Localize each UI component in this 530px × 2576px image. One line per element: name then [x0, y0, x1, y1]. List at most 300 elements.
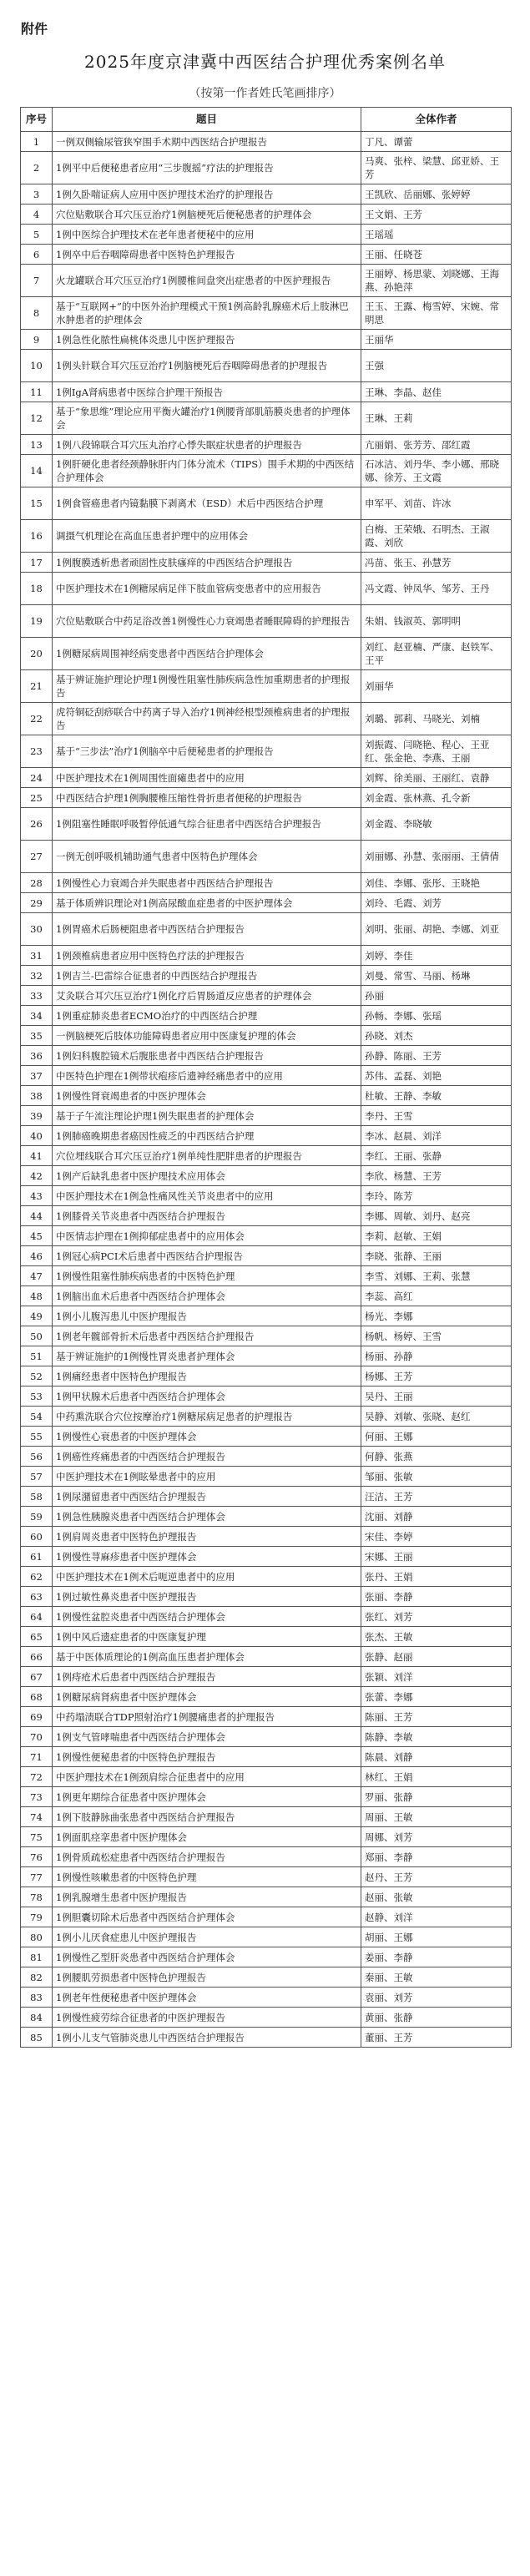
- case-title: 1例糖尿病周围神经病变患者中西医结合护理体会: [53, 638, 361, 670]
- table-row: [21, 1226, 512, 1246]
- case-title: 基于“三步法”治疗1例脑卒中后便秘患者的护理报告: [53, 735, 361, 768]
- case-authors: 赵丹、王芳: [361, 1867, 512, 1887]
- table-row: [21, 1447, 512, 1467]
- case-title: 穴位贴敷联合中药足浴改善1例慢性心力衰竭患者睡眠障碍的护理报告: [53, 605, 361, 638]
- case-number: 2: [21, 152, 53, 184]
- case-title: 中医护理技术在1例术后呃逆患者中的应用: [53, 1567, 361, 1587]
- case-title: 1例胃癌术后肠梗阻患者中西医结合护理报告: [53, 913, 361, 946]
- case-title: 1例癌性疼痛患者的中西医结合护理报告: [53, 1447, 361, 1467]
- case-authors: 周丽、王敏: [361, 1807, 512, 1827]
- case-title: 中药塌渍联合TDP照射治疗1例腰痛患者的护理报告: [53, 1707, 361, 1727]
- case-title: 中医护理技术在1例急性痛风性关节炎患者中的应用: [53, 1186, 361, 1206]
- table-row: [21, 1467, 512, 1487]
- case-title: 中医护理技术在1例周围性面瘫患者中的应用: [53, 768, 361, 788]
- case-authors: 邹丽、张敏: [361, 1467, 512, 1487]
- case-title: 1例腰肌劳损患者中医特色护理报告: [53, 1967, 361, 1988]
- case-number: 39: [21, 1106, 53, 1126]
- case-authors: 刘金霞、李晓敏: [361, 808, 512, 841]
- case-number: 44: [21, 1206, 53, 1226]
- table-row: [21, 330, 512, 350]
- table-row: [21, 1907, 512, 1927]
- table-row: [21, 986, 512, 1006]
- case-title: 1例膝骨关节炎患者中西医结合护理报告: [53, 1206, 361, 1226]
- case-title: 1例慢性咳嗽患者的中医特色护理: [53, 1867, 361, 1887]
- table-row: [21, 605, 512, 638]
- case-authors: 陈丽、王芳: [361, 1707, 512, 1727]
- case-authors: 杨光、李娜: [361, 1306, 512, 1326]
- case-number: 15: [21, 487, 53, 520]
- case-number: 59: [21, 1507, 53, 1527]
- case-authors: 吴静、刘敏、张晓、赵红: [361, 1407, 512, 1427]
- case-title: 1例妇科腹腔镜术后腹胀患者中西医结合护理报告: [53, 1046, 361, 1066]
- case-title: 基于辨证施护理论护理1例慢性阻塞性肺疾病急性加重期患者的护理报告: [53, 670, 361, 703]
- table-row: [21, 152, 512, 184]
- case-number: 71: [21, 1747, 53, 1767]
- case-authors: 何静、张燕: [361, 1447, 512, 1467]
- case-authors: 张静、赵丽: [361, 1647, 512, 1667]
- case-authors: 张红、刘芳: [361, 1607, 512, 1627]
- case-number: 45: [21, 1226, 53, 1246]
- case-number: 74: [21, 1807, 53, 1827]
- case-authors: 王瑶瑶: [361, 225, 512, 245]
- case-authors: 李晓、张静、王丽: [361, 1246, 512, 1266]
- table-row: [21, 1927, 512, 1947]
- case-title: 1例小儿腹泻患儿中医护理报告: [53, 1306, 361, 1326]
- case-title: 1例阻塞性睡眠呼吸暂停低通气综合征患者中西医结合护理报告: [53, 808, 361, 841]
- case-title: 1例IgA肾病患者中医综合护理干预报告: [53, 382, 361, 402]
- table-row: [21, 1086, 512, 1106]
- table-row: [21, 1507, 512, 1527]
- table-row: [21, 1386, 512, 1407]
- case-title: 中医护理技术在1例颈肩综合征患者中的应用: [53, 1767, 361, 1787]
- case-title: 中医护理技术在1例糖尿病足伴下肢血管病变患者中的应用报告: [53, 573, 361, 605]
- case-title: 1例骨质疏松症患者中西医结合护理报告: [53, 1847, 361, 1867]
- case-number: 76: [21, 1847, 53, 1867]
- table-row: [21, 1487, 512, 1507]
- table-row: [21, 132, 512, 152]
- column-header-authors: 全体作者: [361, 108, 512, 132]
- case-title: 1例小儿支气管肺炎患儿中西医结合护理报告: [53, 2028, 361, 2048]
- case-title: 中药熏洗联合穴位按摩治疗1例糖尿病足患者的护理报告: [53, 1407, 361, 1427]
- case-title: 1例急性胰腺炎患者中西医结合护理体会: [53, 1507, 361, 1527]
- case-title: 1例急性化脓性扁桃体炎患儿中医护理报告: [53, 330, 361, 350]
- case-title: 1例肺癌晚期患者癌因性疲乏的中西医结合护理: [53, 1126, 361, 1146]
- table-row: [21, 913, 512, 946]
- case-authors: 白梅、王荣娥、石明杰、王淑霞、刘欣: [361, 520, 512, 553]
- case-number: 48: [21, 1286, 53, 1306]
- case-number: 11: [21, 382, 53, 402]
- case-title: 1例颈椎病患者应用中医特色疗法的护理报告: [53, 946, 361, 966]
- case-title: 穴位贴敷联合耳穴压豆治疗1例脑梗死后便秘患者的护理体会: [53, 205, 361, 225]
- case-number: 3: [21, 184, 53, 205]
- case-number: 35: [21, 1026, 53, 1046]
- case-authors: 申军平、刘苗、许冰: [361, 487, 512, 520]
- table-row: [21, 1627, 512, 1647]
- case-authors: 王凯欣、岳丽娜、张婷婷: [361, 184, 512, 205]
- table-row: [21, 1807, 512, 1827]
- case-authors: 王琳、王莉: [361, 402, 512, 435]
- case-authors: 孙静、陈丽、王芳: [361, 1046, 512, 1066]
- case-title: 1例重症肺炎患者ECMO治疗的中西医结合护理: [53, 1006, 361, 1026]
- table-row: [21, 1747, 512, 1767]
- table-row: [21, 1967, 512, 1988]
- case-authors: 王文娟、王芳: [361, 205, 512, 225]
- table-row: [21, 205, 512, 225]
- case-authors: 刘丽华: [361, 670, 512, 703]
- table-row: [21, 1266, 512, 1286]
- case-number: 20: [21, 638, 53, 670]
- case-title: 基于“互联网+”的中医外治护理模式干预1例高龄乳腺癌术后上肢淋巴水肿患者的护理体会: [53, 297, 361, 330]
- case-number: 10: [21, 350, 53, 382]
- case-title: 基于子午流注理论护理1例失眠患者的护理体会: [53, 1106, 361, 1126]
- case-authors: 冯文霞、钟凤华、邹芳、王丹: [361, 573, 512, 605]
- case-title: 一例无创呼吸机辅助通气患者中医特色护理体会: [53, 841, 361, 873]
- table-row: [21, 735, 512, 768]
- case-number: 83: [21, 1988, 53, 2008]
- table-row: [21, 553, 512, 573]
- case-title: 基于辨证施护的1例慢性胃炎患者护理体会: [53, 1346, 361, 1366]
- case-title: 1例老年性便秘患者中医护理体会: [53, 1988, 361, 2008]
- case-title: 1例尿潴留患者中西医结合护理报告: [53, 1487, 361, 1507]
- table-row: [21, 402, 512, 435]
- table-row: [21, 1046, 512, 1066]
- case-number: 9: [21, 330, 53, 350]
- case-title: 1例痔疮术后患者中西医结合护理报告: [53, 1667, 361, 1687]
- table-row: [21, 1947, 512, 1967]
- case-authors: 李娜、周敏、刘丹、赵亮: [361, 1206, 512, 1226]
- case-title: 1例冠心病PCI术后患者中西医结合护理报告: [53, 1246, 361, 1266]
- case-authors: 姜丽、李静: [361, 1947, 512, 1967]
- case-authors: 宋佳、李婷: [361, 1527, 512, 1547]
- case-title: 1例慢性阻塞性肺疾病患者的中医特色护理: [53, 1266, 361, 1286]
- table-row: [21, 670, 512, 703]
- table-row: [21, 1246, 512, 1266]
- table-row: [21, 225, 512, 245]
- case-title: 艾灸联合耳穴压豆治疗1例化疗后胃肠道反应患者的护理体会: [53, 986, 361, 1006]
- case-authors: 赵丽、张敏: [361, 1887, 512, 1907]
- case-authors: 冯苗、张玉、孙慧芳: [361, 553, 512, 573]
- table-row: [21, 1867, 512, 1887]
- table-row: [21, 1647, 512, 1667]
- case-title: 虎符铜砭刮痧联合中药离子导入治疗1例神经根型颈椎病患者的护理报告: [53, 703, 361, 735]
- case-number: 52: [21, 1366, 53, 1386]
- case-number: 78: [21, 1887, 53, 1907]
- case-number: 67: [21, 1667, 53, 1687]
- case-number: 24: [21, 768, 53, 788]
- table-row: [21, 808, 512, 841]
- case-authors: 杨娜、王芳: [361, 1366, 512, 1386]
- table-row: [21, 1166, 512, 1186]
- case-title: 1例肩周炎患者中医特色护理报告: [53, 1527, 361, 1547]
- case-title: 1例慢性肾衰竭患者的中医护理体会: [53, 1086, 361, 1106]
- case-title: 1例慢性荨麻疹患者中医护理体会: [53, 1547, 361, 1567]
- case-number: 21: [21, 670, 53, 703]
- case-title: 1例八段锦联合耳穴压丸治疗心悸失眠症状患者的护理报告: [53, 435, 361, 455]
- case-number: 61: [21, 1547, 53, 1567]
- case-number: 46: [21, 1246, 53, 1266]
- table-row: [21, 1126, 512, 1146]
- case-number: 14: [21, 455, 53, 487]
- table-row: [21, 1667, 512, 1687]
- case-number: 85: [21, 2028, 53, 2048]
- case-authors: 王丽、任晓苍: [361, 245, 512, 265]
- case-authors: 李莉、赵敏、王娟: [361, 1226, 512, 1246]
- case-title: 穴位埋线联合耳穴压豆治疗1例单纯性肥胖患者的护理报告: [53, 1146, 361, 1166]
- case-title: 1例面肌痉挛患者中医护理体会: [53, 1827, 361, 1847]
- case-number: 58: [21, 1487, 53, 1507]
- case-title: 基于中医体质理论的1例高血压患者护理体会: [53, 1647, 361, 1667]
- case-authors: 张杰、王敏: [361, 1627, 512, 1647]
- case-authors: 陈静、李敏: [361, 1727, 512, 1747]
- case-number: 30: [21, 913, 53, 946]
- document-title: 2025年度京津冀中西医结合护理优秀案例名单: [84, 52, 446, 72]
- case-number: 25: [21, 788, 53, 808]
- table-header-row: [21, 108, 512, 132]
- case-number: 75: [21, 1827, 53, 1847]
- case-authors: 朱娟、钱淑英、郭明明: [361, 605, 512, 638]
- case-authors: 沈丽、刘静: [361, 1507, 512, 1527]
- table-row: [21, 1346, 512, 1366]
- case-number: 33: [21, 986, 53, 1006]
- table-row: [21, 1306, 512, 1326]
- case-title: 1例乳腺增生患者中医护理报告: [53, 1887, 361, 1907]
- table-row: [21, 1767, 512, 1787]
- case-authors: 孙丽: [361, 986, 512, 1006]
- case-title: 中西医结合护理1例胸腰椎压缩性骨折患者便秘的护理报告: [53, 788, 361, 808]
- case-authors: 王琳、李晶、赵佳: [361, 382, 512, 402]
- case-number: 40: [21, 1126, 53, 1146]
- case-authors: 黄丽、张静: [361, 2008, 512, 2028]
- case-number: 56: [21, 1447, 53, 1467]
- case-title: 火龙罐联合耳穴压豆治疗1例腰椎间盘突出症患者的中医护理报告: [53, 265, 361, 297]
- case-authors: 孙畅、李娜、张瑶: [361, 1006, 512, 1026]
- case-authors: 董丽、王芳: [361, 2028, 512, 2048]
- case-number: 19: [21, 605, 53, 638]
- case-title: 1例慢性心衰患者的中医护理体会: [53, 1427, 361, 1447]
- case-title: 1例腹膜透析患者顽固性皮肤瘙痒的中西医结合护理报告: [53, 553, 361, 573]
- table-row: [21, 1787, 512, 1807]
- table-row: [21, 1326, 512, 1346]
- case-title: 1例产后缺乳患者中医护理技术应用体会: [53, 1166, 361, 1186]
- table-row: [21, 1146, 512, 1166]
- case-number: 36: [21, 1046, 53, 1066]
- case-title: 1例慢性心力衰竭合并失眠患者中西医结合护理报告: [53, 873, 361, 893]
- table-row: [21, 1707, 512, 1727]
- case-authors: 刘佳、李娜、张彤、王晓艳: [361, 873, 512, 893]
- table-row: [21, 1687, 512, 1707]
- case-number: 4: [21, 205, 53, 225]
- table-row: [21, 245, 512, 265]
- case-number: 6: [21, 245, 53, 265]
- table-row: [21, 1827, 512, 1847]
- case-number: 5: [21, 225, 53, 245]
- case-authors: 刘璐、郭莉、马晓光、刘楠: [361, 703, 512, 735]
- case-number: 26: [21, 808, 53, 841]
- case-number: 54: [21, 1407, 53, 1427]
- case-number: 47: [21, 1266, 53, 1286]
- case-number: 69: [21, 1707, 53, 1727]
- case-title: 1例甲状腺术后患者中西医结合护理体会: [53, 1386, 361, 1407]
- case-number: 7: [21, 265, 53, 297]
- case-authors: 苏伟、孟磊、刘艳: [361, 1066, 512, 1086]
- table-body: [21, 132, 512, 2048]
- case-number: 81: [21, 1947, 53, 1967]
- case-title: 1例慢性盆腔炎患者中西医结合护理体会: [53, 1607, 361, 1627]
- table-row: [21, 873, 512, 893]
- case-number: 31: [21, 946, 53, 966]
- case-number: 66: [21, 1647, 53, 1667]
- table-row: [21, 455, 512, 487]
- case-title: 1例吉兰-巴雷综合征患者的中西医结合护理报告: [53, 966, 361, 986]
- table-row: [21, 946, 512, 966]
- table-row: [21, 1607, 512, 1627]
- table-row: [21, 1206, 512, 1226]
- case-title: 中医情志护理在1例抑郁症患者中的应用体会: [53, 1226, 361, 1246]
- case-number: 41: [21, 1146, 53, 1166]
- table-row: [21, 382, 512, 402]
- case-authors: 张丽、李静: [361, 1587, 512, 1607]
- case-authors: 李冰、赵晨、刘洋: [361, 1126, 512, 1146]
- case-authors: 张颖、刘洋: [361, 1667, 512, 1687]
- case-title: 中医护理技术在1例眩晕患者中的应用: [53, 1467, 361, 1487]
- table-row: [21, 297, 512, 330]
- case-authors: 孙晓、刘杰: [361, 1026, 512, 1046]
- case-authors: 李欣、杨慧、王芳: [361, 1166, 512, 1186]
- table-row: [21, 1026, 512, 1046]
- table-row: [21, 1887, 512, 1907]
- case-title: 一例双侧输尿管狭窄围手术期中西医结合护理报告: [53, 132, 361, 152]
- case-authors: 刘红、赵亚楠、严康、赵铁军、王平: [361, 638, 512, 670]
- table-row: [21, 703, 512, 735]
- case-number: 63: [21, 1587, 53, 1607]
- attachment-label: 附件: [21, 21, 48, 37]
- case-title: 1例中医综合护理技术在老年患者便秘中的应用: [53, 225, 361, 245]
- case-authors: 周娜、刘芳: [361, 1827, 512, 1847]
- table-row: [21, 520, 512, 553]
- case-authors: 李蕊、高红: [361, 1286, 512, 1306]
- table-row: [21, 1727, 512, 1747]
- case-title: 1例下肢静脉曲张患者中西医结合护理报告: [53, 1807, 361, 1827]
- table-row: [21, 184, 512, 205]
- case-authors: 罗丽、张静: [361, 1787, 512, 1807]
- column-header-title: 题目: [53, 108, 361, 132]
- case-list-table: [20, 107, 512, 2048]
- case-title: 1例老年髋部骨折术后患者中西医结合护理报告: [53, 1326, 361, 1346]
- case-title: 中医特色护理在1例带状疱疹后遗神经痛患者中的应用: [53, 1066, 361, 1086]
- table-row: [21, 350, 512, 382]
- case-number: 27: [21, 841, 53, 873]
- table-row: [21, 1407, 512, 1427]
- case-number: 80: [21, 1927, 53, 1947]
- table-row: [21, 768, 512, 788]
- case-title: 1例胆囊切除术后患者中西医结合护理体会: [53, 1907, 361, 1927]
- case-title: 1例更年期综合征患者中医护理体会: [53, 1787, 361, 1807]
- case-title: 1例支气管哮喘患者中西医结合护理体会: [53, 1727, 361, 1747]
- case-number: 77: [21, 1867, 53, 1887]
- case-number: 84: [21, 2008, 53, 2028]
- case-authors: 刘曼、常雪、马丽、杨琳: [361, 966, 512, 986]
- case-title: 1例糖尿病肾病患者中医护理体会: [53, 1687, 361, 1707]
- case-number: 38: [21, 1086, 53, 1106]
- table-row: [21, 573, 512, 605]
- case-title: 调摄气机理论在高血压患者护理中的应用体会: [53, 520, 361, 553]
- case-title: 1例痛经患者中医特色护理报告: [53, 1366, 361, 1386]
- case-authors: 陈晨、刘静: [361, 1747, 512, 1767]
- case-title: 1例脑出血术后患者中西医结合护理体会: [53, 1286, 361, 1306]
- table-row: [21, 1587, 512, 1607]
- case-authors: 亢丽娟、张芳芳、邵红霞: [361, 435, 512, 455]
- case-number: 12: [21, 402, 53, 435]
- case-number: 65: [21, 1627, 53, 1647]
- case-number: 37: [21, 1066, 53, 1086]
- case-authors: 刘明、张丽、胡艳、李娜、刘亚: [361, 913, 512, 946]
- case-number: 28: [21, 873, 53, 893]
- column-header-number: 序号: [21, 108, 53, 132]
- case-number: 29: [21, 893, 53, 913]
- case-authors: 刘振霞、闫晓艳、程心、王亚红、张金艳、李燕、王丽: [361, 735, 512, 768]
- table-row: [21, 1106, 512, 1126]
- case-title: 1例小儿厌食症患儿中医护理报告: [53, 1927, 361, 1947]
- table-row: [21, 1066, 512, 1086]
- case-number: 70: [21, 1727, 53, 1747]
- case-number: 34: [21, 1006, 53, 1026]
- case-authors: 秦丽、王敏: [361, 1967, 512, 1988]
- case-number: 49: [21, 1306, 53, 1326]
- table-row: [21, 1427, 512, 1447]
- case-title: 1例食管癌患者内镜黏膜下剥离术（ESD）术后中西医结合护理: [53, 487, 361, 520]
- case-number: 53: [21, 1386, 53, 1407]
- table-row: [21, 841, 512, 873]
- table-row: [21, 893, 512, 913]
- case-number: 64: [21, 1607, 53, 1627]
- case-authors: 刘玲、毛霞、刘芳: [361, 893, 512, 913]
- case-authors: 张蕾、李娜: [361, 1687, 512, 1707]
- case-authors: 丁凡、谭蕾: [361, 132, 512, 152]
- case-number: 50: [21, 1326, 53, 1346]
- case-authors: 刘辉、徐美丽、王丽红、袁静: [361, 768, 512, 788]
- table-row: [21, 1286, 512, 1306]
- document-subtitle: （按第一作者姓氏笔画排序）: [189, 87, 341, 100]
- table-row: [21, 638, 512, 670]
- case-authors: 杨帆、杨婷、王雪: [361, 1326, 512, 1346]
- case-title: 1例久卧喘证病人应用中医护理技术治疗的护理报告: [53, 184, 361, 205]
- case-authors: 李雪、刘娜、王莉、张慧: [361, 1266, 512, 1286]
- case-authors: 汪洁、王芳: [361, 1487, 512, 1507]
- case-number: 72: [21, 1767, 53, 1787]
- case-authors: 刘金霞、张林燕、孔令新: [361, 788, 512, 808]
- case-authors: 马爽、张梓、梁慧、邱亚娇、王芳: [361, 152, 512, 184]
- case-authors: 刘丽娜、孙慧、张丽丽、王倩倩: [361, 841, 512, 873]
- table-row: [21, 1527, 512, 1547]
- case-number: 55: [21, 1427, 53, 1447]
- case-number: 16: [21, 520, 53, 553]
- case-number: 51: [21, 1346, 53, 1366]
- case-authors: 石冰洁、刘丹华、李小娜、邢晓娜、徐芳、王文霞: [361, 455, 512, 487]
- table-row: [21, 788, 512, 808]
- case-authors: 杜敏、王静、李敏: [361, 1086, 512, 1106]
- case-number: 73: [21, 1787, 53, 1807]
- table-row: [21, 1186, 512, 1206]
- table-row: [21, 1547, 512, 1567]
- case-title: 基于“象思维”理论应用平衡火罐治疗1例腰背部肌筋膜炎患者的护理体会: [53, 402, 361, 435]
- case-number: 42: [21, 1166, 53, 1186]
- case-number: 43: [21, 1186, 53, 1206]
- case-authors: 王强: [361, 350, 512, 382]
- case-number: 68: [21, 1687, 53, 1707]
- case-authors: 杨丽、孙静: [361, 1346, 512, 1366]
- case-authors: 胡丽、王娜: [361, 1927, 512, 1947]
- table-row: [21, 1988, 512, 2008]
